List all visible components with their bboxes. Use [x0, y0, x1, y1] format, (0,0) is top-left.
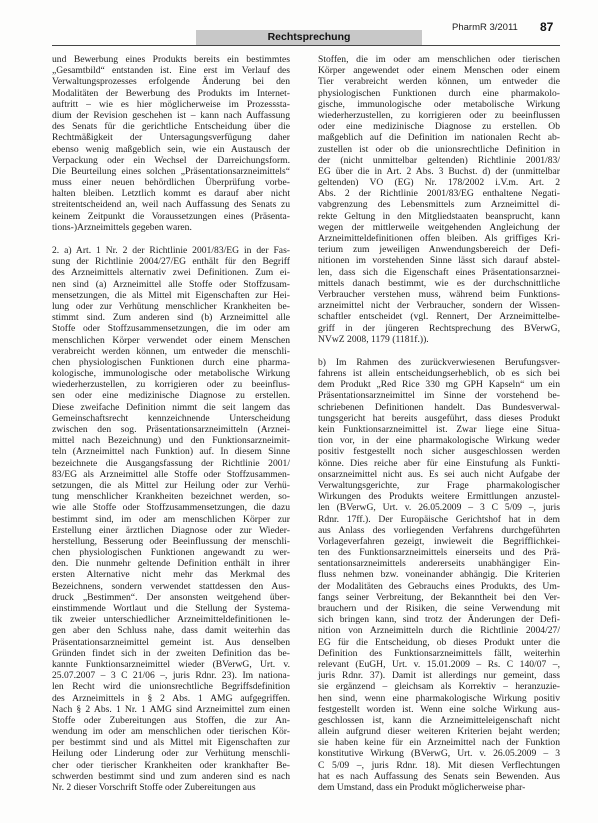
text-line — [318, 491, 560, 502]
text-line — [52, 256, 290, 267]
text-line — [52, 155, 290, 166]
text-line-text: verabreicht werden können, um entweder die menschli- — [52, 345, 290, 357]
text-line — [318, 121, 560, 132]
text-line — [318, 110, 560, 121]
text-line-text: Verbraucher verstehen muss, während beim Funktions- — [318, 288, 560, 300]
text-line-text: kannte Funktionsarzneimittel wieder (BVerwG, Urt. v. — [52, 658, 290, 670]
text-line-text: hat es nach Auffassung des Senats sein Bewenden. Aus — [318, 770, 560, 782]
text-line-text: zwischen den sog. Präsentationsarzneimitteln (Arznei- — [52, 424, 290, 435]
text-line — [52, 637, 290, 648]
text-line-text: „Gesamtbild“ entstanden ist. Eine erst im Verlauf des — [52, 65, 290, 77]
text-line-text: zustellen ist oder ob die unionsrechtliche Definition in — [318, 143, 560, 155]
text-line-text: chen physiologischen Funktionen angewandt zu wer- — [52, 547, 290, 559]
text-line — [52, 99, 290, 110]
text-line-text: relevant (EuGH, Urt. v. 15.01.2009 – Rs. C 140/07 –, — [318, 658, 560, 670]
text-line-text: nen sind (a) Arzneimittel alle Stoffe oder Stoffzusam- — [52, 278, 290, 290]
text-line — [318, 782, 560, 793]
text-line — [52, 435, 290, 446]
text-line — [318, 435, 560, 446]
text-line-text: griff in der jüngeren Rechtsprechung des BVerwG, — [318, 322, 560, 334]
text-line-text: wie alle Stoffe oder Stoffzusammensetzungen, die dazu — [52, 502, 290, 514]
text-line-text: per bestimmt sind und als Mittel mit Eigenschaften zur — [52, 737, 290, 749]
text-line — [52, 569, 290, 580]
text-line-text: den. Die nunmehr geltende Definition enthält in ihrer — [52, 558, 290, 570]
text-line-text: Verwaltungsgerichte, zur Frage pharmakologischer — [318, 479, 560, 491]
text-line — [318, 155, 560, 166]
text-line — [52, 346, 290, 357]
text-line — [52, 110, 290, 121]
text-line — [318, 592, 560, 603]
text-line-text: dem Produkt „Red Rice 330 mg GPH Kapseln“ um ein — [318, 379, 560, 391]
text-line-text: konstitutive Wirkung (BVerwG, Urt. v. 26.05.2009 – 3 — [318, 748, 560, 760]
text-line — [318, 715, 560, 726]
text-line — [318, 54, 560, 65]
text-line — [318, 166, 560, 177]
text-line — [52, 480, 290, 491]
text-line — [52, 704, 290, 715]
text-line — [318, 569, 560, 580]
text-line — [318, 323, 560, 334]
text-line-text: wendung im oder am menschlichen oder tierischen Kör- — [52, 726, 290, 738]
text-line-text: sich bringen kann, sind trotz der Änderungen der Defi- — [318, 614, 560, 626]
text-line-text: Erstellung einer ärztlichen Diagnose oder zur Wieder- — [52, 524, 290, 536]
text-line-text: len (BVerwG, Urt. v. 26.05.2009 – 3 C 5/09 –, juris — [318, 502, 560, 514]
text-line — [52, 715, 290, 726]
text-line-text: kologische, immunologische oder metabolische Wirkung — [52, 368, 290, 380]
text-line-text: vabgrenzung des Lebensmittels zum Arzneimittel di- — [318, 199, 560, 211]
text-line-text: Nr. 2 dieser Vorschrift Stoffe oder Zubereitungen aus — [52, 782, 256, 793]
text-line — [52, 390, 290, 401]
text-line-text: Wirkungen des Produkts weitere Ermittlungen anzustel- — [318, 491, 560, 503]
text-line-text: Nach § 2 Abs. 1 Nr. 1 AMG sind Arzneimittel zum einen — [52, 703, 290, 715]
text-line-text: geschlossen ist, kann die Arzneimitteleigenschaft nicht — [318, 714, 560, 726]
text-line — [318, 514, 560, 525]
paragraph — [318, 357, 560, 793]
page-number: 87 — [540, 20, 554, 34]
text-line — [318, 693, 560, 704]
text-line-text: Bezeichnens, sondern verwendet stattdessen den Aus- — [52, 580, 290, 592]
text-line — [52, 335, 290, 346]
text-line — [318, 278, 560, 289]
text-line-text: juris Rdnr. 37). Damit ist allerdings nur gemeint, dass — [318, 670, 560, 682]
text-line-text: 25.07.2007 – 3 C 21/06 –, juris Rdnr. 23). Im nationa- — [52, 670, 290, 682]
text-line-text: gische, immunologische oder metabolische Wirkung — [318, 98, 560, 110]
text-line-text: Gründen findet sich in der zweiten Definition das be- — [52, 647, 290, 659]
text-line-text: b) Im Rahmen des zurückverwiesenen Berufungsver- — [318, 356, 560, 368]
text-line-text: keinem Zeitpunkt die Voraussetzungen eines (Präsenta- — [52, 210, 290, 222]
text-line-text: festgestellt worden ist. Wenn eine solche Wirkung aus- — [318, 703, 560, 715]
text-line-text: Vorlageverfahren gezeigt, inwieweit die Begrifflichkei- — [318, 535, 560, 547]
text-line — [52, 357, 290, 368]
text-line-text: Heilung oder Linderung oder zur Verhütung menschli- — [52, 748, 290, 760]
text-line-text: maßgeblich auf die Definition im nationalen Recht ab- — [318, 132, 560, 144]
text-line — [318, 177, 560, 188]
text-line — [52, 323, 290, 334]
text-line — [52, 648, 290, 659]
left-text-column — [52, 54, 290, 793]
text-line — [52, 737, 290, 748]
text-line — [318, 300, 560, 311]
text-line-text: C 5/09 –, juris Rdnr. 18). Mit diesen Verflechtungen — [318, 759, 560, 771]
text-line-text: bezeichnete die Ausgangsfassung der Richtlinie 2001/ — [52, 457, 290, 469]
text-line — [52, 379, 290, 390]
text-line — [318, 458, 560, 469]
text-line — [318, 311, 560, 322]
text-line — [318, 99, 560, 110]
text-line — [318, 132, 560, 143]
text-line — [52, 592, 290, 603]
text-line — [52, 199, 290, 210]
text-line-text: nition von Arzneimitteln durch die Richtlinie 2004/27/ — [318, 625, 560, 637]
text-line — [52, 279, 290, 290]
text-line-text: dem Umstand, dass ein Produkt möglicherweise phar- — [318, 782, 526, 793]
text-line — [52, 76, 290, 87]
text-line-text: chen physiologischen Funktionen durch eine pharma- — [52, 356, 290, 368]
text-line-text: lung oder zur Verhütung menschlicher Krankheiten be- — [52, 300, 290, 312]
text-line-text: setzungen, die als Mittel zur Heilung oder zur Verhü- — [52, 479, 290, 491]
text-line — [52, 748, 290, 759]
text-line — [52, 760, 290, 771]
text-line-text: hen sind, wenn eine pharmakologische Wirkung positiv — [318, 692, 560, 704]
text-line — [52, 547, 290, 558]
text-line-text: aus Anlass des vorliegenden Verfahrens durchgeführten — [318, 524, 560, 536]
text-line-text: physiologischen Funktionen durch eine pharmakolo- — [318, 87, 560, 99]
text-line — [318, 424, 560, 435]
text-line — [52, 681, 290, 692]
text-line — [318, 88, 560, 99]
text-line-text: bestimmt sind, im oder am menschlichen Körper zur — [52, 513, 290, 525]
text-line — [318, 402, 560, 413]
text-line-text: mittel nach Bezeichnung) und den Funktionsarzneimit- — [52, 435, 290, 447]
text-line-text: EG für die Entscheidung, ob dieses Produkt unter die — [318, 636, 560, 648]
text-line — [52, 446, 290, 457]
text-line — [318, 76, 560, 87]
text-line — [318, 648, 560, 659]
text-line-text: Die Beurteilung eines solchen „Präsentationsarzneimittels“ — [52, 165, 290, 177]
text-line — [52, 88, 290, 99]
text-line — [318, 536, 560, 547]
text-line — [318, 726, 560, 737]
text-line-text: mensetzungen, die als Mittel mit Eigenschaften zur Hei- — [52, 289, 290, 301]
text-line-text: ebenso wenig maßgeblich sein, wie ein Austausch der — [52, 143, 290, 155]
text-line-text: des Senats für die gerichtliche Entscheidung über die — [52, 121, 290, 133]
text-line-text: menschlichen Körper verwendet oder einem Menschen — [52, 334, 290, 346]
text-line — [52, 188, 290, 199]
text-line-text: des Arzneimittels alternativ zwei Definitionen. Zum ei- — [52, 267, 290, 279]
text-line — [52, 132, 290, 143]
text-line — [52, 211, 290, 222]
text-line-text: wegen der mittlerweile weitgehenden Angleichung der — [318, 221, 560, 233]
text-line — [52, 312, 290, 323]
text-line-text: gen aber den Schluss nahe, dass damit weiterhin das — [52, 625, 290, 637]
text-line — [52, 659, 290, 670]
text-line-text: wiederherzustellen, zu korrigieren oder zu beeinflus- — [52, 379, 290, 391]
text-line-text: fahrens ist allein entscheidungserheblich, ob es sich bei — [318, 368, 560, 380]
text-line-text: Verwaltungsprozesses erfolgende Änderung bei den — [52, 76, 290, 88]
text-line-text: len, dass sich die Eigenschaft eines Präsentationsarznei- — [318, 266, 560, 278]
text-line-text: brauchern und der Risiken, die seine Verwendung mit — [318, 603, 560, 614]
text-line-text: tik zweier unterschiedlicher Arzneimitteldefinitionen le- — [52, 614, 290, 626]
text-line — [52, 54, 290, 65]
text-line — [318, 704, 560, 715]
text-line-text: schriebenen Definitionen handelt. Das Bundesverwal- — [318, 401, 560, 413]
text-line — [52, 368, 290, 379]
text-line-text: Arzneimitteldefinitionen offen bleiben. Als griffiges Kri- — [318, 233, 560, 244]
text-line — [52, 603, 290, 614]
text-line-text: Präsentationsarzneimittel im Sinne der vorstehend be- — [318, 390, 560, 402]
text-line — [318, 267, 560, 278]
text-line — [52, 693, 290, 704]
text-line — [52, 144, 290, 155]
text-line-text: Gemeinschaftsrecht kennzeichnende Unterscheidung — [52, 412, 290, 424]
text-line-text: Modalitäten der Bewerbung des Produkts im Internet- — [52, 87, 290, 99]
text-line — [52, 245, 290, 256]
text-line-text: halten bleiben. Letztlich kommt es darauf aber nicht — [52, 188, 290, 200]
text-line-text: NVwZ 2008, 1179 (1181f.)). — [318, 333, 429, 345]
text-line-text: streitentscheidend an, weil nach Auffassung des Senats zu — [52, 199, 290, 211]
text-line-text: dium der Revision geschehen ist – kann nach Auffassung — [52, 109, 290, 121]
text-line-text: einstimmende Wortlaut und die Stellung der Systema- — [52, 603, 290, 614]
text-line — [52, 402, 290, 413]
text-line — [318, 188, 560, 199]
text-line-text: Definition des Funktionsarzneimittels fällt, weiterhin — [318, 647, 560, 659]
text-line-text: 83/EG als Arzneimittel alle Stoffe oder Stoffzusammen- — [52, 468, 290, 480]
text-line-text: Körper angewendet oder einem Menschen oder einem — [318, 65, 560, 77]
text-line — [318, 737, 560, 748]
text-line — [318, 469, 560, 480]
text-line — [318, 558, 560, 569]
text-line-text: tion vor, in der eine pharmakologische Wirkung weder — [318, 435, 560, 447]
text-line — [52, 491, 290, 502]
text-line-text: geltenden) VO (EG) Nr. 178/2002 i.V.m. Art. 2 — [318, 177, 560, 189]
journal-issue: PharmR 3/2011 — [452, 22, 518, 33]
text-line — [318, 547, 560, 558]
text-line — [318, 681, 560, 692]
text-line — [52, 121, 290, 132]
text-line-text: len Recht wird die unionsrechtliche Begriffsdefinition — [52, 681, 290, 693]
section-title: Rechtsprechung — [267, 31, 351, 43]
text-line — [52, 267, 290, 278]
text-line-text: der (nicht unmittelbar geltenden) Richtlinie 2001/83/ — [318, 154, 560, 166]
text-line — [52, 301, 290, 312]
text-line — [52, 65, 290, 76]
text-line-text: Diese zweifache Definition nimmt die seit langem das — [52, 401, 290, 413]
text-line — [318, 760, 560, 771]
text-line-text: sie ergänzend – gleichsam als Korrektiv – heranzuzie- — [318, 681, 560, 693]
text-line — [318, 603, 560, 614]
text-line-text: und Bewerbung eines Produkts bereits ein bestimmtes — [52, 54, 290, 65]
text-line — [52, 413, 290, 424]
text-line-text: ersten Alternative nicht mehr das Merkmal des — [52, 569, 290, 581]
text-line-text: der Modalitäten des Gebrauchs eines Produkts, des Um- — [318, 580, 560, 592]
text-line — [52, 625, 290, 636]
text-line-text: tung menschlicher Krankheiten bezeichnet werden, so- — [52, 491, 290, 503]
text-line — [318, 771, 560, 782]
text-line-text: ten des Funktionsarzneimittels einerseits und des Prä- — [318, 547, 560, 559]
text-line-text: fangs seiner Verbreitung, der Bekanntheit bei den Ver- — [318, 591, 560, 603]
text-line-text: Abs. 2 der Richtlinie 2001/83/EG enthaltene Negati- — [318, 188, 560, 200]
text-line — [318, 379, 560, 390]
text-line — [52, 502, 290, 513]
text-line — [52, 782, 290, 793]
text-line-text: tions-)Arzneimittels gegeben waren. — [52, 221, 192, 233]
text-line-text: nitionen im vorstehenden Sinne lässt sich darauf abstel- — [318, 255, 560, 267]
text-line-text: stimmt sind. Zum anderen sind (b) Arzneimittel alle — [52, 312, 290, 324]
text-line — [318, 222, 560, 233]
text-line — [318, 255, 560, 266]
text-line-text: auftritt – wie es hier möglicherweise im Prozesssta- — [52, 98, 290, 110]
text-line — [52, 177, 290, 188]
text-line — [318, 390, 560, 401]
text-line-text: Tier verabreicht werden können, um entweder die — [318, 76, 560, 88]
text-line — [52, 536, 290, 547]
text-line-text: sen oder eine medizinische Diagnose zu erstellen. — [52, 390, 290, 402]
text-line — [318, 637, 560, 648]
text-line-text: EG über die in Art. 2 Abs. 3 Buchst. d) der (unmittelbar — [318, 165, 560, 177]
text-line — [318, 581, 560, 592]
text-line-text: Stoffe oder Stoffzusammensetzungen, die im oder am — [52, 323, 290, 335]
text-line-text: herstellung, Besserung oder Beeinflussung der menschli- — [52, 535, 290, 547]
text-line — [52, 525, 290, 536]
text-line-text: wiederherzustellen, zu korrigieren oder zu beeinflussen — [318, 109, 560, 121]
text-line — [52, 222, 290, 233]
text-line-text: des Arzneimittels in § 2 Abs. 1 AMG aufgegriffen. — [52, 692, 290, 704]
text-line — [52, 581, 290, 592]
text-line-text: positiv festgestellt noch sicher ausgeschlossen werden — [318, 446, 560, 458]
text-line-text: 2. a) Art. 1 Nr. 2 der Richtlinie 2001/83/EG in der Fas- — [52, 245, 290, 256]
text-line — [52, 166, 290, 177]
text-line-text: sentationsarzneimittels andererseits unabhängiger Ein- — [318, 558, 560, 570]
text-line — [52, 458, 290, 469]
text-line — [52, 469, 290, 480]
text-line — [318, 289, 560, 300]
text-line-text: rekte Geltung in den Mitgliedstaaten beansprucht, kann — [318, 210, 560, 222]
text-line — [318, 199, 560, 210]
text-line — [52, 424, 290, 435]
text-line — [318, 413, 560, 424]
text-line-text: teln (Arzneimittel nach Funktion) auf. In diesem Sinne — [52, 446, 290, 458]
text-line — [318, 614, 560, 625]
text-line — [318, 144, 560, 155]
text-line — [318, 357, 560, 368]
text-line — [318, 65, 560, 76]
text-line-text: onsarzneimittel nicht aus. Es sei auch nicht Aufgabe der — [318, 468, 560, 480]
paragraph — [318, 54, 560, 345]
text-line — [318, 233, 560, 244]
text-line — [52, 290, 290, 301]
text-line — [318, 502, 560, 513]
text-line — [318, 748, 560, 759]
right-text-column — [318, 54, 560, 793]
text-line-text: Präsentationsarzneimittel gemeint ist. Aus denselben — [52, 636, 290, 648]
text-line — [318, 670, 560, 681]
text-line — [52, 514, 290, 525]
text-line-text: Stoffen, die im oder am menschlichen oder tierischen — [318, 54, 560, 65]
text-line-text: fluss nehmen bzw. voneinander abhängig. Die Kriterien — [318, 569, 560, 581]
text-line-text: könne. Dies reiche aber für eine Einstufung als Funkti- — [318, 457, 560, 469]
text-line — [318, 211, 560, 222]
text-line-text: druck „Bestimmen“. Der ansonsten weitgehend über- — [52, 591, 290, 603]
text-line-text: sung der Richtlinie 2004/27/EG enthält für den Begriff — [52, 256, 290, 268]
text-line — [52, 670, 290, 681]
text-line-text: allein aufgrund dieser weiteren Kriterien bejaht werden; — [318, 726, 560, 738]
text-line-text: tungsgericht hat bereits ausgeführt, dass dieses Produkt — [318, 412, 560, 424]
text-line-text: mittels danach bestimmt, wie es der durchschnittliche — [318, 277, 560, 289]
text-line-text: schwerden bestimmt sind und zum anderen sind es nach — [52, 770, 290, 782]
text-line — [52, 558, 290, 569]
text-line — [52, 726, 290, 737]
text-line-text: oder eine medizinische Diagnose zu erstellen. Ob — [318, 121, 560, 133]
text-line-text: muss einer neuen behördlichen Überprüfung vorbe- — [52, 177, 290, 189]
text-line-text: Stoffe oder Zubereitungen aus Stoffen, die zur An- — [52, 714, 290, 726]
text-line-text: Rechtmäßigkeit der Untersagungsverfügung daher — [52, 132, 290, 144]
paragraph — [52, 54, 290, 233]
text-line-text: cher oder tierischer Krankheiten oder krankhafter Be- — [52, 759, 290, 771]
text-line — [52, 614, 290, 625]
text-line — [318, 625, 560, 636]
header-rule — [52, 45, 560, 46]
text-line — [318, 244, 560, 255]
text-line — [52, 771, 290, 782]
text-line-text: sie haben keine für ein Arzneimittel nach der Funktion — [318, 737, 560, 749]
text-line-text: arzneimittel nicht der Verbraucher, sondern der Wissen- — [318, 300, 560, 312]
text-line — [318, 659, 560, 670]
text-line-text: Rdnr. 17ff.). Der Europäische Gerichtshof hat in dem — [318, 513, 560, 525]
text-line — [318, 368, 560, 379]
text-line — [318, 525, 560, 536]
text-line-text: Verpackung oder ein Wechsel der Darreichungsform. — [52, 154, 290, 166]
text-line-text: schaftler entscheidet (vgl. Rennert, Der Arzneimittelbe- — [318, 311, 560, 323]
text-line — [318, 480, 560, 491]
text-line — [318, 334, 560, 345]
text-line-text: kein Funktionsarzneimittel ist. Zwar liege eine Situa- — [318, 424, 560, 435]
paragraph — [52, 245, 290, 793]
text-line-text: terium zum jeweiligen Anwendungsbereich der Defi- — [318, 244, 560, 256]
text-line — [318, 446, 560, 457]
